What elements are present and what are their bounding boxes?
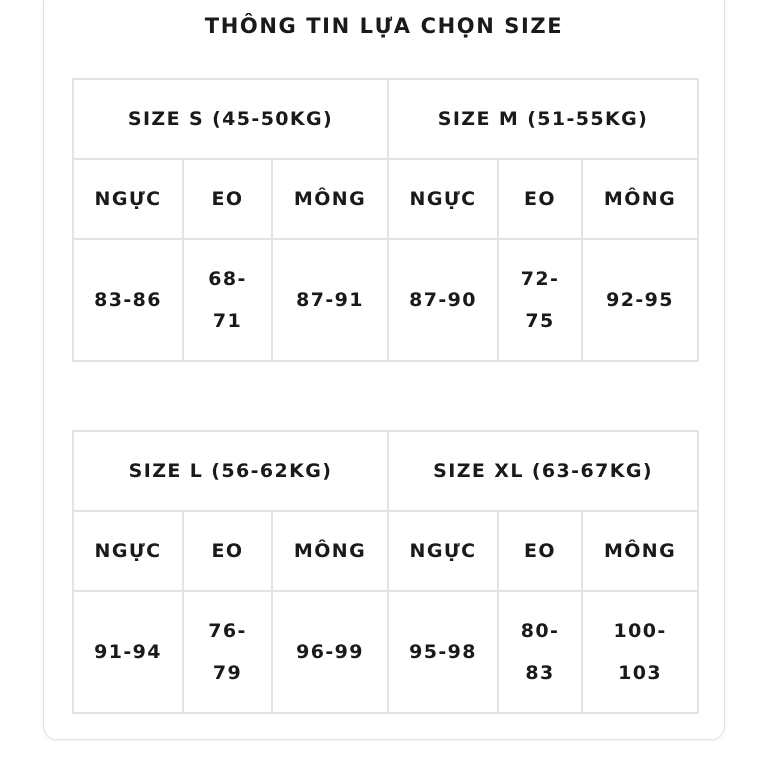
size-l-mong-value: 96-99: [272, 591, 388, 713]
size-m-header: SIZE M (51-55KG): [388, 79, 698, 159]
col-header-eo: EO: [498, 159, 582, 239]
col-header-mong: MÔNG: [582, 511, 698, 591]
col-header-mong: MÔNG: [272, 159, 388, 239]
col-header-nguc: NGỰC: [388, 511, 498, 591]
col-header-eo: EO: [183, 159, 272, 239]
size-s-eo-value: 68- 71: [183, 239, 272, 361]
col-header-nguc: NGỰC: [73, 511, 183, 591]
col-header-eo: EO: [498, 511, 582, 591]
page-title: THÔNG TIN LỰA CHỌN SIZE: [204, 14, 564, 38]
size-l-header: SIZE L (56-62KG): [73, 431, 388, 511]
size-table-bottom: [72, 430, 699, 714]
size-s-nguc-value: 83-86: [73, 239, 183, 361]
size-xl-mong-value: 100- 103: [582, 591, 698, 713]
size-xl-eo-value: 80- 83: [498, 591, 582, 713]
size-s-mong-value: 87-91: [272, 239, 388, 361]
col-header-nguc: NGỰC: [388, 159, 498, 239]
size-m-mong-value: 92-95: [582, 239, 698, 361]
col-header-nguc: NGỰC: [73, 159, 183, 239]
size-l-eo-value: 76- 79: [183, 591, 272, 713]
col-header-mong: MÔNG: [272, 511, 388, 591]
size-xl-header: SIZE XL (63-67KG): [388, 431, 698, 511]
size-m-nguc-value: 87-90: [388, 239, 498, 361]
size-m-eo-value: 72- 75: [498, 239, 582, 361]
col-header-eo: EO: [183, 511, 272, 591]
col-header-mong: MÔNG: [582, 159, 698, 239]
size-xl-nguc-value: 95-98: [388, 591, 498, 713]
size-s-header: SIZE S (45-50KG): [73, 79, 388, 159]
size-table-top: [72, 78, 699, 362]
size-l-nguc-value: 91-94: [73, 591, 183, 713]
